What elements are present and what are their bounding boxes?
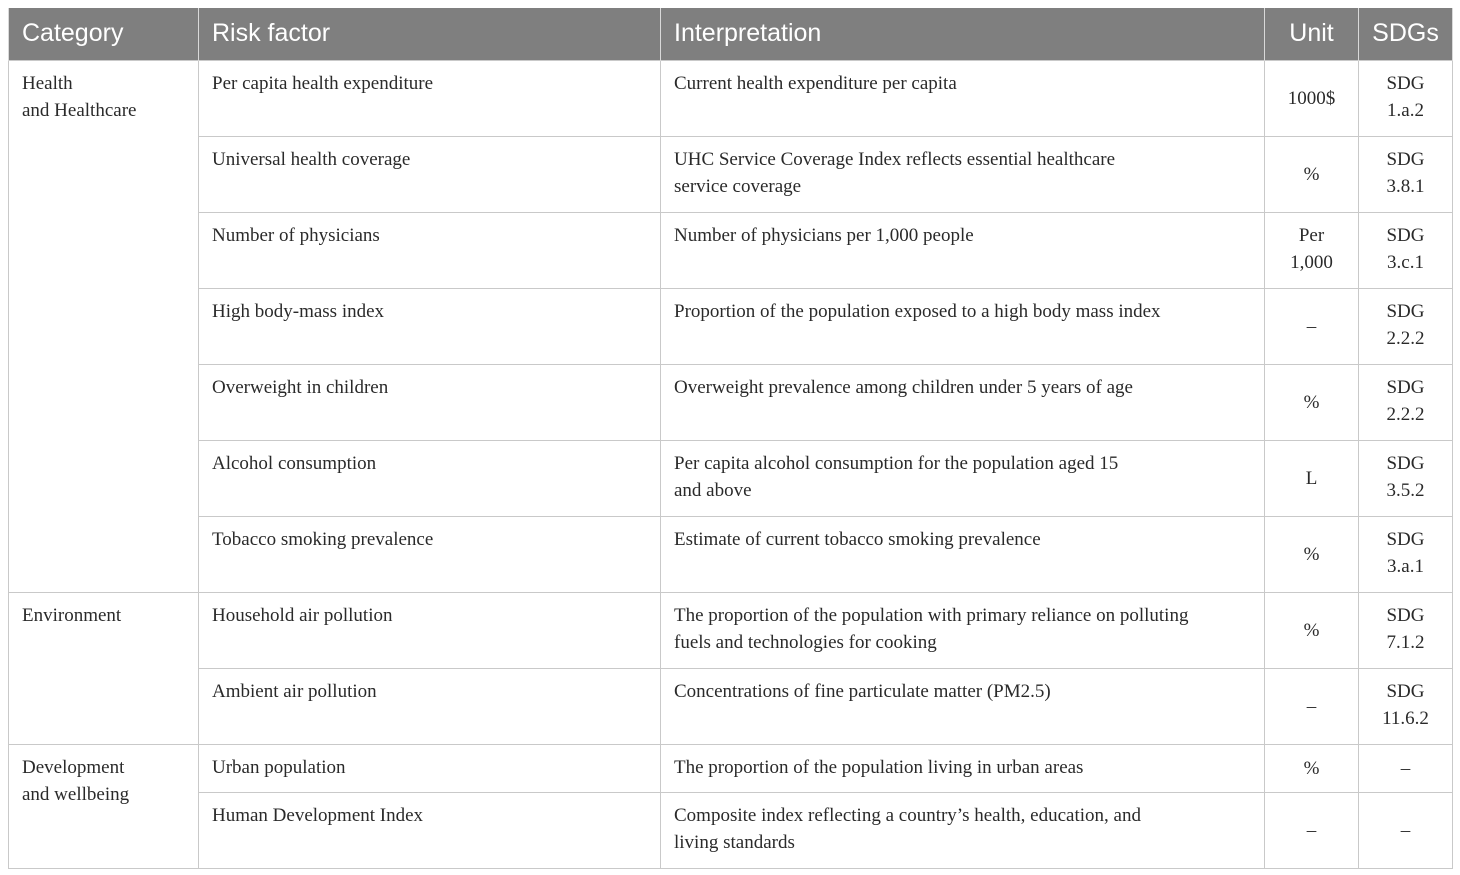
unit-cell xyxy=(1265,744,1359,792)
header-risk-factor: Risk factor xyxy=(199,8,661,60)
unit-text: % xyxy=(1303,543,1320,565)
unit-cell xyxy=(1265,440,1359,516)
table-row xyxy=(9,60,1453,136)
risk-factor-cell: Tobacco smoking prevalence xyxy=(199,516,661,592)
sdg-text: SDG 1.a.2 xyxy=(1386,72,1425,121)
unit-cell xyxy=(1265,592,1359,668)
interpretation-text: The proportion of the population with primary reliance on polluting fuels and technologies for cooking xyxy=(674,604,1189,653)
table-row xyxy=(9,744,1453,792)
interpretation-cell xyxy=(661,212,1265,288)
sdg-cell xyxy=(1359,60,1453,136)
interpretation-text: Current health expenditure per capita xyxy=(674,72,957,94)
table-row xyxy=(9,668,1453,744)
interpretation-cell xyxy=(661,288,1265,364)
unit-text: 1000$ xyxy=(1287,87,1336,109)
table-row xyxy=(9,288,1453,364)
risk-factor-table-container xyxy=(8,8,1452,869)
category-label: Health and Healthcare xyxy=(22,72,137,121)
interpretation-text: UHC Service Coverage Index reflects essential healthcare service coverage xyxy=(674,148,1116,197)
header-row xyxy=(9,8,1453,60)
interpretation-text: The proportion of the population living in urban areas xyxy=(674,756,1084,778)
table-row xyxy=(9,212,1453,288)
unit-text: L xyxy=(1305,467,1318,489)
interpretation-cell xyxy=(661,744,1265,792)
sdg-cell xyxy=(1359,288,1453,364)
interpretation-text: Proportion of the population exposed to a high body mass index xyxy=(674,300,1161,322)
interpretation-text: Overweight prevalence among children under 5 years of age xyxy=(674,376,1133,398)
sdg-cell xyxy=(1359,440,1453,516)
sdg-text: SDG 7.1.2 xyxy=(1386,604,1425,653)
risk-factor-cell: Universal health coverage xyxy=(199,136,661,212)
risk-factor-table xyxy=(8,8,1453,869)
table-row xyxy=(9,136,1453,212)
category-label: Development and wellbeing xyxy=(22,756,130,805)
unit-text: – xyxy=(1306,315,1317,337)
sdg-cell xyxy=(1359,136,1453,212)
sdg-cell xyxy=(1359,744,1453,792)
unit-cell xyxy=(1265,212,1359,288)
sdg-cell xyxy=(1359,212,1453,288)
sdg-text: SDG 3.8.1 xyxy=(1386,148,1425,197)
sdg-cell xyxy=(1359,792,1453,868)
sdg-text: SDG 2.2.2 xyxy=(1386,300,1425,349)
unit-text: – xyxy=(1306,819,1317,841)
interpretation-cell xyxy=(661,516,1265,592)
sdg-text: SDG 2.2.2 xyxy=(1386,376,1425,425)
interpretation-text: Concentrations of fine particulate matter (PM2.5) xyxy=(674,680,1051,702)
interpretation-cell xyxy=(661,364,1265,440)
interpretation-cell xyxy=(661,592,1265,668)
risk-factor-cell: Per capita health expenditure xyxy=(199,60,661,136)
header-interpretation: Interpretation xyxy=(661,8,1265,60)
risk-factor-cell: High body-mass index xyxy=(199,288,661,364)
sdg-cell xyxy=(1359,364,1453,440)
unit-cell xyxy=(1265,792,1359,868)
table-row xyxy=(9,440,1453,516)
risk-factor-cell: Alcohol consumption xyxy=(199,440,661,516)
interpretation-cell xyxy=(661,668,1265,744)
sdg-cell xyxy=(1359,668,1453,744)
risk-factor-cell: Overweight in children xyxy=(199,364,661,440)
risk-factor-cell: Household air pollution xyxy=(199,592,661,668)
interpretation-cell xyxy=(661,792,1265,868)
sdg-text: SDG 3.a.1 xyxy=(1386,528,1425,577)
unit-text: – xyxy=(1306,695,1317,717)
sdg-cell xyxy=(1359,516,1453,592)
interpretation-text: Estimate of current tobacco smoking prevalence xyxy=(674,528,1041,550)
category-cell xyxy=(9,592,199,744)
table-row xyxy=(9,592,1453,668)
table-row xyxy=(9,792,1453,868)
interpretation-cell xyxy=(661,60,1265,136)
sdg-text: SDG 3.c.1 xyxy=(1386,224,1425,273)
unit-text: % xyxy=(1303,163,1320,185)
unit-cell xyxy=(1265,136,1359,212)
category-label: Environment xyxy=(22,604,122,626)
unit-cell xyxy=(1265,60,1359,136)
unit-cell xyxy=(1265,668,1359,744)
header-category: Category xyxy=(9,8,199,60)
table-row xyxy=(9,516,1453,592)
risk-factor-cell: Human Development Index xyxy=(199,792,661,868)
interpretation-text: Composite index reflecting a country’s health, education, and living standards xyxy=(674,804,1141,853)
interpretation-cell xyxy=(661,440,1265,516)
interpretation-text: Per capita alcohol consumption for the population aged 15 and above xyxy=(674,452,1119,501)
unit-cell xyxy=(1265,516,1359,592)
unit-cell xyxy=(1265,364,1359,440)
sdg-text: – xyxy=(1400,819,1411,841)
unit-cell xyxy=(1265,288,1359,364)
unit-text: Per 1,000 xyxy=(1290,224,1333,273)
sdg-text: – xyxy=(1400,757,1411,779)
risk-factor-cell: Ambient air pollution xyxy=(199,668,661,744)
category-cell xyxy=(9,60,199,592)
sdg-text: SDG 3.5.2 xyxy=(1386,452,1425,501)
unit-text: % xyxy=(1303,391,1320,413)
risk-factor-cell: Number of physicians xyxy=(199,212,661,288)
sdg-text: SDG 11.6.2 xyxy=(1382,680,1429,729)
header-sdgs: SDGs xyxy=(1359,8,1453,60)
unit-text: % xyxy=(1303,619,1320,641)
unit-text: % xyxy=(1303,757,1320,779)
category-cell xyxy=(9,744,199,868)
risk-factor-cell: Urban population xyxy=(199,744,661,792)
interpretation-text: Number of physicians per 1,000 people xyxy=(674,224,974,246)
header-unit: Unit xyxy=(1265,8,1359,60)
interpretation-cell xyxy=(661,136,1265,212)
sdg-cell xyxy=(1359,592,1453,668)
table-row xyxy=(9,364,1453,440)
